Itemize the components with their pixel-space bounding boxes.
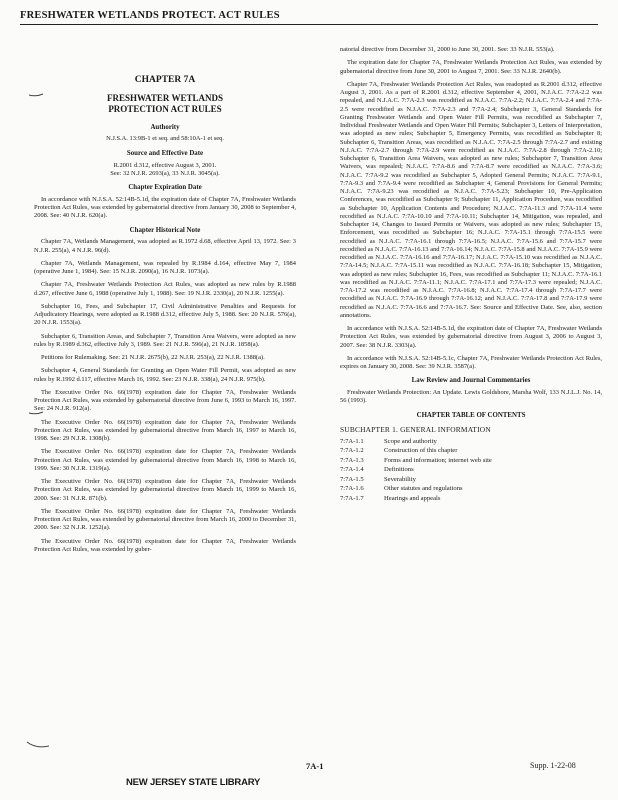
history-paragraph: The Executive Order No. 66(1978) expiration date for Chapter 7A, Freshwater Wetlands Protection Act Rules, was extended by gubernatorial directive from March 16, 2000 to December 31, 2000. See: 32 N.J.R. 1252(a). — [34, 507, 296, 532]
toc-section-title: Construction of this chapter — [384, 447, 458, 455]
history-paragraph: The Executive Order No. 66(1978) expiration date for Chapter 7A, Freshwater Wetlands Protection Act Rules, was extended by gubernatorial directive from March 16, 1997 to March 16, 1998. See: 29 N.J.R. 1308(b). — [34, 418, 296, 443]
expiration-2008-paragraph: In accordance with N.J.S.A. 52:14B-5.1c, Chapter 7A, Freshwater Wetlands Protection Act Rules, expires on January 30, 2008. See: 39 N.J.R. 3587(a). — [340, 354, 602, 370]
left-column — [34, 60, 296, 750]
toc-section-title: Severability — [384, 475, 416, 483]
toc-row — [340, 476, 492, 485]
history-paragraph: The Executive Order No. 66(1978) expiration date for Chapter 7A, Freshwater Wetlands Protection Act Rules, was extended by guber- — [34, 537, 296, 553]
toc-heading: CHAPTER TABLE OF CONTENTS — [416, 411, 526, 419]
law-review-heading: Law Review and Journal Commentaries — [411, 377, 531, 385]
toc-section-number: 7:7A-1.5 — [340, 475, 364, 483]
authority-heading: Authority — [150, 123, 180, 131]
toc-row — [340, 447, 492, 456]
expiration-2001-paragraph: The expiration date for Chapter 7A, Freshwater Wetlands Protection Act Rules, was extended by gubernatorial directive from June 30, 2001 to August 7, 2001. See: 33 N.J.R. 2640(b). — [340, 59, 602, 75]
toc-row — [340, 457, 492, 466]
running-header: FRESHWATER WETLANDS PROTECT. ACT RULES — [20, 10, 598, 25]
expiration-paragraph: In accordance with N.J.S.A. 52:14B-5.1d, the expiration date of Chapter 7A, Freshwater Wetlands Protection Act Rules, was extended by gubernatorial directive from January 30, 2008 to September 4, 2008. See: 40 N.J.R. 620(a). — [34, 195, 296, 220]
right-column — [340, 46, 602, 748]
history-paragraph: Subchapter 4, General Standards for Granting an Open Water Fill Permit, was adopted as new rules by R.1992 d.117, effective March 16, 1992. See: 23 N.J.R. 338(a), 24 N.J.R. 975(b). — [34, 367, 296, 383]
act-title — [34, 93, 296, 116]
history-paragraph: Chapter 7A, Wetlands Management, was repealed by R.1984 d.164, effective May 7, 1984 (operative June 1, 1984). See: 15 N.J.R. 2090(a), 16 N.J.R. 1073(a). — [34, 259, 296, 276]
source-heading: Source and Effective Date — [126, 149, 204, 157]
library-stamp: NEW JERSEY STATE LIBRARY — [126, 777, 261, 788]
toc-section-title: Scope and authority — [384, 437, 437, 445]
toc-section-number: 7:7A-1.3 — [340, 456, 364, 464]
toc-section-title: Other statutes and regulations — [384, 485, 463, 493]
toc-row — [340, 495, 492, 504]
history-paragraph: Subchapter 6, Transition Areas, and Subchapter 7, Transition Area Waivers, were adopted as new rules by R.1989 d.362, effective July 3, 1989. See: 21 N.J.R. 596(a), 21 N.J.R. 1858(a). — [34, 332, 296, 348]
toc-section-number: 7:7A-1.4 — [340, 466, 364, 474]
history-paragraph: Subchapter 16, Fees, and Subchapter 17, Civil Administrative Penalties and Requests for Adjudicatory Hearings, were adopted as R.1988 d.312, effective July 5, 1988. See: 20 N.J.R. 576(a), 20 N.J.R. 1553(a). — [34, 302, 296, 327]
chapter-title: CHAPTER 7A — [134, 75, 196, 85]
toc-row — [340, 466, 492, 475]
law-review-paragraph: Freshwater Wetlands Protection: An Update. Lewis Goldshore, Marsha Wolf, 133 N.J.L.J. No. 14, 56 (1993). — [340, 389, 602, 405]
toc-section-number: 7:7A-1.6 — [340, 485, 364, 493]
history-paragraph: Petitions for Rulemaking. See: 21 N.J.R. 2675(b), 22 N.J.R. 253(a), 22 N.J.R. 1388(a). — [41, 354, 265, 362]
source-line: See: 32 N.J.R. 2693(a), 33 N.J.R. 3045(a). — [110, 169, 220, 177]
toc-section-title: Forms and information; internet web site — [384, 456, 492, 464]
source-line: R.2001 d.312, effective August 3, 2001. — [113, 161, 217, 169]
act-title-line: FRESHWATER WETLANDS — [107, 93, 223, 104]
authority-text: N.J.S.A. 13:9B-1 et seq. and 58:10A-1 et seq. — [106, 135, 224, 143]
toc-section-number: 7:7A-1.2 — [340, 447, 364, 455]
toc-section-title: Definitions — [384, 466, 414, 474]
act-title-line: PROTECTION ACT RULES — [108, 104, 222, 115]
toc-section-title: Hearings and appeals — [384, 494, 441, 502]
toc-table — [340, 438, 492, 504]
history-paragraph: The Executive Order No. 66(1978) expiration date for Chapter 7A, Freshwater Wetlands Protection Act Rules, was extended by gubernatorial directive from March 16, 1998 to March 16, 1999. See: 30 N.J.R. 1319(a). — [34, 448, 296, 472]
history-paragraph: Chapter 7A, Freshwater Wetlands Protection Act Rules, was adopted as new rules by R.1988 d.267, effective June 6, 1988 (operative July 1, 1988). See: 19 N.J.R. 2330(a), 20 N.J.R. 1255(a). — [34, 281, 296, 297]
history-paragraph: The Executive Order No. 66(1978) expiration date for Chapter 7A, Freshwater Wetlands Protection Act Rules, was extended by gubernatorial directive from June 6, 1993 to March 16, 1997. See: 24 N.J.R. 912(a). — [34, 388, 296, 413]
toc-subchapter: SUBCHAPTER 1. GENERAL INFORMATION — [340, 425, 491, 435]
readoption-paragraph: Chapter 7A, Freshwater Wetlands Protection Act Rules, was readopted as R.2001 d.312, effective August 3, 2001. As a part of R.2001 d.312, effective September 4, 2001, N.J.A.C. 7:7A-2.2 was repealed, and N.J.A.C. 7:7A-2.3 was recodified as N.J.A.C. 7:7A-2.2; N.J.A.C. 7:7A-2.4 and 7:7A-2.5 were recodified as N.J.A.C. 7:7A-2.3 and 7:7A-2.4; Subchapter 3, General Standards for Granting Freshwater Wetlands and Open Water Fill Permits, was recodified as Subchapter 7, Individual Freshwater Wetlands and Open Water Fill Permits; Subchapter 3, Letters of Interpretation, was adopted as new rules; Subchapter 5, Emergency Permits, was recodified as Subchapter 8; Subchapter 6, Transition Areas, was recodified as N.J.A.C. 7:7A-2.5 through 7:7A-2.7 and existing N.J.A.C. 7:7A-2.7 through 7:7A-2.9 were recodified as N.J.A.C. 7:7A-2.8 through 7:7A-2.10; Subchapter 6, Transition Area Waivers, was adopted as new rules; Subchapter 7, Transition Area Waivers, was repealed; N.J.A.C. 7:7A-8.6 and 7:7A-8.7 were recodified as N.J.A.C. 7:7A-3.6; N.J.A.C. 7:7A-9.2 was recodified as Subchapter 5, Adopted General Permits; N.J.A.C. 7:7A-9.1, 7:7A-9.3 and 7:7A-9.4 were recodified as Subchapter 4, General Provisions for General Permits; N.J.A.C. 7:7A-9.23 was recodified as N.J.A.C. 7:7A-5.23; Subchapter 10, Pre-Application Conferences, was recodified as Subchapter 9; Subchapter 11, Application Procedure, was recodified as Subchapter 10, Application Contents and Procedure; N.J.A.C. 7:7A-11.3 and 7:7A-11.4 were recodified as N.J.A.C. 7:7A-10.10 and 7:7A-10.11; Subchapter 14, Mitigation, was repealed, and Subchapter 14, Changes to Issued Permits or Waivers, was adopted as new rules; Subchapter 15, Enforcement, was recodified as Subchapter 16; N.J.A.C. 7:7A-15.1 through 7:7A-15.5 were recodified as N.J.A.C. 7:7A-16.1 through 7:7A-16.5; N.J.A.C. 7:7A-15.6 and 7:7A-15.7 were recodified as N.J.A.C. 7:7A-16.13 and 7:7A-16.14; N.J.A.C. 7:7A-15.8 and N.J.A.C. 7:7A-15.9 were recodified as N.J.A.C. 7:7A-16.16 and 7:7A-16.17; N.J.A.C. 7:7A-15.10 was recodified as N.J.A.C. 7:7A-14.5; N.J.A.C. 7:7A-15.11 was recodified as N.J.A.C. 7:7A-16.18; Subchapter 15, Mitigation, was adopted as new rules; Subchapter 16, Fees, was recodified as Subchapter 11; N.J.A.C. 7:7A-16.1 was recodified as N.J.A.C. 7:7A-11.1; N.J.A.C. 7:7A-17.1 and 7:7A-17.3 were repealed; N.J.A.C. 7:7A-17.2 was recodified as N.J.A.C. 7:7A-16.8; N.J.A.C. 7:7A-17.4 through 7:7A-17.7 were recodified as N.J.A.C. 7:7A-16.9 through 7:7A-16.12; and N.J.A.C. 7:7A-17.8 and 7:7A-17.9 were recodified as N.J.A.C. 7:7A-16.6 and 7:7A-16.7. See: Source and Effective Date. See, also, section annotations. — [340, 80, 602, 319]
toc-section-number: 7:7A-1.7 — [340, 494, 364, 502]
expiration-heading: Chapter Expiration Date — [128, 184, 202, 192]
toc-row — [340, 438, 492, 447]
continuation-paragraph: natorial directive from December 31, 2000 to June 30, 2001. See: 33 N.J.R. 553(a). — [340, 46, 555, 53]
history-paragraph: The Executive Order No. 66(1978) expiration date for Chapter 7A, Freshwater Wetlands Protection Act Rules, was extended by gubernatorial directive from March 16, 1999 to March 16, 2000. See: 31 N.J.R. 871(b). — [34, 478, 296, 502]
history-heading: Chapter Historical Note — [129, 226, 201, 234]
page-number: 7A-1 — [306, 761, 324, 771]
toc-section-number: 7:7A-1.1 — [340, 437, 364, 445]
toc-row — [340, 485, 492, 494]
history-paragraph: Chapter 7A, Wetlands Management, was adopted as R.1972 d.68, effective April 13, 1972. See: 3 N.J.R. 255(a), 4 N.J.R. 96(d). — [34, 238, 296, 254]
supplement-date: Supp. 1-22-08 — [530, 761, 576, 770]
expiration-2006-paragraph: In accordance with N.J.S.A. 52:14B-5.1d, the expiration date of Chapter 7A, Freshwater Wetlands Protection Act Rules, was extended by gubernatorial directive from August 3, 2006 to August 3, 2007. See: 38 N.J.R. 3303(a). — [340, 325, 602, 349]
